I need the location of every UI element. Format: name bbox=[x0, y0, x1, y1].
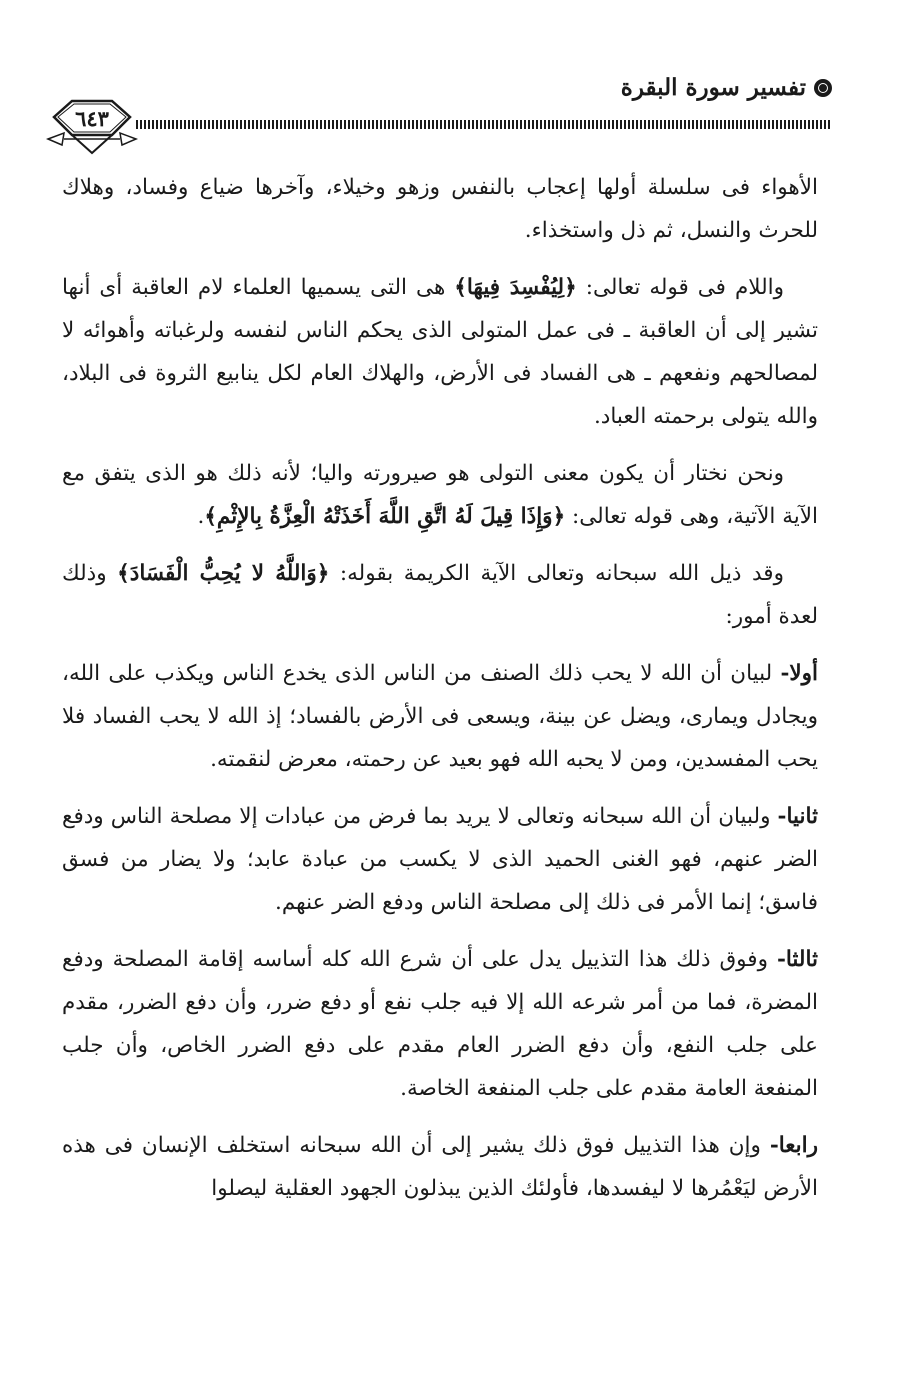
paragraph-text: وذلك لعدة أمور: bbox=[62, 561, 818, 629]
paragraph bbox=[62, 552, 818, 638]
paragraph-text: لبيان أن الله لا يحب ذلك الصنف من الناس الذى يخدع الناس ويكذب على الله، ويجادل ويمارى، ويضل عن بينة، ويسعى فى الأرض بالفساد؛ إذ الله لا يحب الفساد فلا يحب المفسدين، ومن لا يحبه الله فهو بعيد عن رحمته، معرض لنقمته. bbox=[62, 661, 818, 772]
running-header bbox=[621, 74, 832, 101]
paragraph-text: الأهواء فى سلسلة أولها إعجاب بالنفس وزهو وخيلاء، وآخرها ضياع وفساد، وهلاك للحرث والنسل، ثم ذل واستخذاء. bbox=[62, 175, 818, 243]
quran-verse: ﴿وَإِذَا قِيلَ لَهُ اتَّقِ اللَّهَ أَخَذَتْهُ الْعِزَّةُ بِالإِثْمِ﴾ bbox=[204, 504, 566, 529]
point-heading: أولا- bbox=[780, 661, 818, 686]
paragraph-text: واللام فى قوله تعالى: bbox=[576, 275, 784, 300]
point-heading: ثانيا- bbox=[777, 804, 818, 829]
paragraph-text: هى التى يسميها العلماء لام العاقبة أى أنها تشير إلى أن العاقبة ـ فى عمل المتولى الذى يحكم الناس لنفسه ولرغباته وأهوائه لا لمصالحهم ونفعهم ـ هى الفساد فى الأرض، والهلاك العام لكل ينابيع الثروة فى البلاد، والله يتولى برحمته العباد. bbox=[62, 275, 818, 429]
paragraph bbox=[62, 795, 818, 924]
paragraph bbox=[62, 1124, 818, 1210]
quran-verse: ﴿لِيُفْسِدَ فِيهَا﴾ bbox=[454, 275, 577, 300]
paragraph bbox=[62, 266, 818, 438]
paragraph-text: ونحن نختار أن يكون معنى التولى هو صيرورته واليا؛ لأنه ذلك هو الذى يتفق مع الآية الآتية، وهى قوله تعالى: bbox=[62, 461, 818, 529]
quran-verse: ﴿وَاللَّهُ لا يُحِبُّ الْفَسَادَ﴾ bbox=[117, 561, 330, 586]
paragraph bbox=[62, 166, 818, 252]
paragraph-text: ولبيان أن الله سبحانه وتعالى لا يريد بما فرض من عبادات إلا مصلحة الناس ودفع الضر عنهم، فهو الغنى الحميد الذى لا يكسب من عبادة عابد؛ ولا يضار من فسق فاسق؛ إنما الأمر فى ذلك إلى مصلحة الناس ودفع الضر عنهم. bbox=[62, 804, 818, 915]
page-body bbox=[62, 166, 818, 1224]
point-heading: ثالثا- bbox=[776, 947, 818, 972]
paragraph-text: وقد ذيل الله سبحانه وتعالى الآية الكريمة بقوله: bbox=[329, 561, 784, 586]
header-rule bbox=[136, 120, 830, 129]
paragraph bbox=[62, 938, 818, 1110]
paragraph-text: وإن هذا التذييل فوق ذلك يشير إلى أن الله سبحانه استخلف الإنسان فى هذه الأرض ليَعْمُرها لا ليفسدها، فأولئك الذين يبذلون الجهود العقلية ليصلوا bbox=[62, 1133, 818, 1201]
paragraph-text: . bbox=[197, 504, 205, 529]
page-number: ٦٤٣ bbox=[75, 106, 109, 131]
header-ornament-icon bbox=[814, 79, 832, 97]
paragraph-text: وفوق ذلك هذا التذييل يدل على أن شرع الله كله أساسه إقامة المصلحة ودفع المضرة، فما من أمر شرعه الله إلا فيه جلب نفع أو دفع ضرر، وأن دفع الضرر، مقدم على جلب النفع، وأن دفع الضرر العام مقدم على دفع الضرر الخاص، وأن جلب المنفعة العامة مقدم على جلب المنفعة الخاصة. bbox=[62, 947, 818, 1101]
paragraph bbox=[62, 452, 818, 538]
header-title: تفسير سورة البقرة bbox=[620, 74, 806, 101]
point-heading: رابعا- bbox=[769, 1133, 818, 1158]
paragraph bbox=[62, 652, 818, 781]
